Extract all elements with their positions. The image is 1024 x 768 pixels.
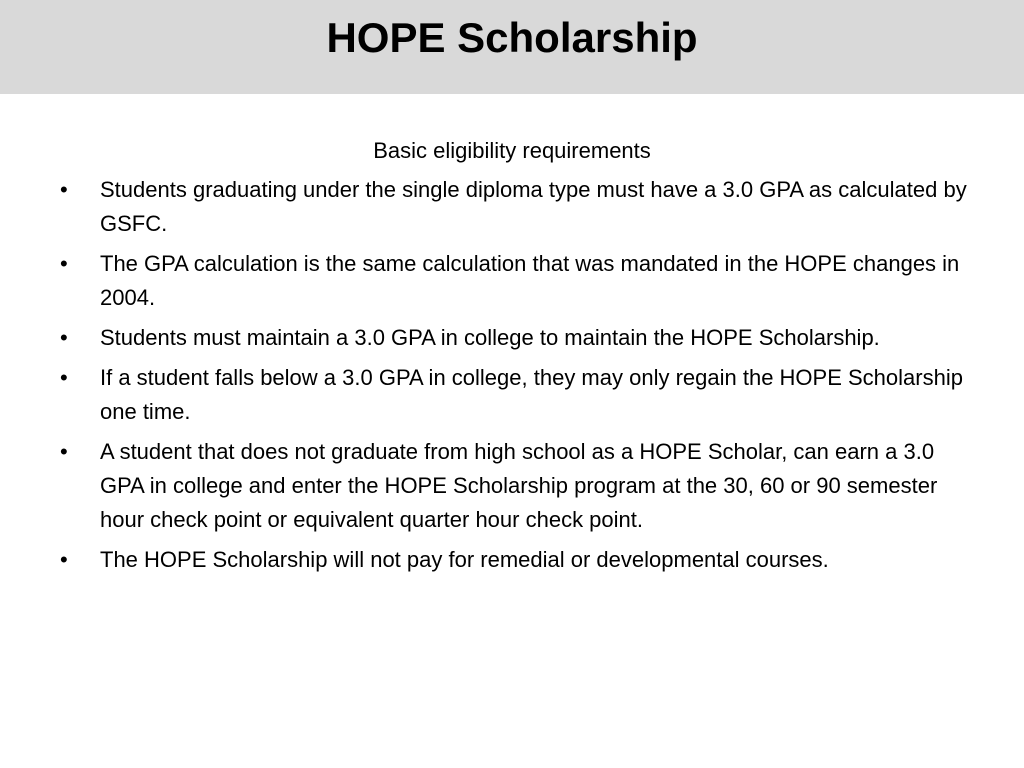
slide-subtitle: Basic eligibility requirements: [373, 138, 651, 163]
bullet-icon: •: [60, 439, 68, 464]
bullet-text: Students graduating under the single diploma type must have a 3.0 GPA as calculated by GSFC.: [100, 177, 967, 236]
bullet-item: [60, 247, 970, 315]
bullet-text: If a student falls below a 3.0 GPA in college, they may only regain the HOPE Scholarship one time.: [100, 365, 963, 424]
bullet-item: [60, 361, 970, 429]
bullet-text: The GPA calculation is the same calculation that was mandated in the HOPE changes in 2004.: [100, 251, 960, 310]
bullet-icon: •: [60, 365, 68, 390]
bullet-text: Students must maintain a 3.0 GPA in college to maintain the HOPE Scholarship.: [100, 325, 880, 350]
bullet-item: [60, 543, 970, 577]
bullet-item: [60, 173, 970, 241]
bullet-text: A student that does not graduate from high school as a HOPE Scholar, can earn a 3.0 GPA in college and enter the HOPE Scholarship program at the 30, 60 or 90 semester hour check point or equivalent quarter hour check point.: [100, 439, 938, 532]
bullet-icon: •: [60, 177, 68, 202]
bullet-icon: •: [60, 547, 68, 572]
bullet-text: The HOPE Scholarship will not pay for remedial or developmental courses.: [100, 547, 829, 572]
bullet-item: [60, 435, 970, 537]
bullet-item: [60, 321, 970, 355]
slide-title: HOPE Scholarship: [326, 14, 698, 61]
bullet-icon: •: [60, 251, 68, 276]
bullet-list: [60, 173, 970, 583]
bullet-icon: •: [60, 325, 68, 350]
